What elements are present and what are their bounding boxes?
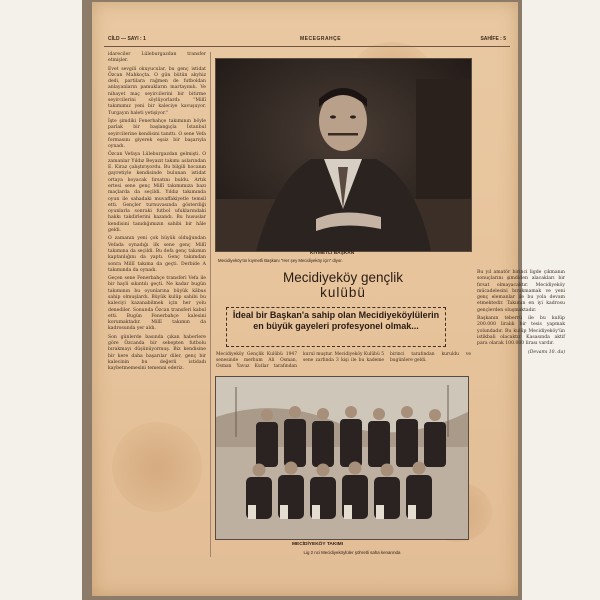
headline-line-2: kulübü [320,285,366,300]
left-paragraph: Evet sevgili okuyucular, bu genç istidat Özcan Mahkoçta. O gün bütün akyhiz dedi, partilara rağmen de futboldan anlayanların pamukların martayınılı. Ve nihayet maç seyircilerini bir bitirme seyircilerini söylüyorlardı: "Millî takımımız yeni bir kaleciye kavuşuyor. Turgayın haleti yetişiyor." [108,66,206,116]
left-paragraph: O zamanın yeni çok büyük olduğundan Vefada oynadığı ilk sene genç Millî takımına da seçildi. Bu defa genç takımın kaptanlığını da yaptı. Genç takımdan sonra Millî takıma da geçti. Derbide A takımında da oynadı. [108,236,206,273]
top-photo-caption-title: KIYMETLİ BAŞKAN [310,251,355,256]
middle-article-text: Mecidiyeköy Gençlik Kulübü 1947 senesinde merhum Ali Osman, Osman Yavuz Kutlar tarafından kurul muştur. Mecidiyeköy Kulübü 5 sene zarfında 3 kişi ile bu kademe birinci tarafından kuruldu ve bugünlere geldi. [216,352,471,369]
bottom-photo-caption-title: MECİDİYEKÖY TAKIMI [292,542,343,547]
headline-line-1: Mecidiyeköy gençlik [282,270,404,285]
header-volume: CİLD — SAYI : 1 [108,36,146,42]
left-paragraph: Özcan Vefaya Lüleburgazdan gelmişti. O zamanlar Yıldız Beyazıt takımı aslarından E. Kiraz çalıştırıyordu. Bu bilgili hocanın gayretiyle kendisinde bulunan istidat ortaya koyacak fırsatını buldu. Artık ertesi sene genç Millî takımımıza bazı maçlarda da seçildi. Yıldız takımında oyun ile sahadaki muvaffakiyetle temsil etti. Gençler turnuvasında gösterdiği oyunlarla sonraki futbol ufuklarındaki hakkı takdirlerini kazandı. Bu hususlar kendisini tanıdığımızın sahibi bir hâle geldi. [108,152,206,234]
header-page-number: SAHİFE : 5 [480,36,506,42]
header-rule [104,46,510,47]
left-paragraph: İşte şimdiki Fenerbahçe takımının böyle parlak bir başlangıçla İstanbul seyircilerine kendisini tanıttı. O sene Vefa formasını giyerek eşsiz bir başarıyla oynadı. [108,118,206,150]
top-photo-caption: Mecidiyeköy'ün kıymetli Başkanı "Her şey Mecidiyeköy için" diyor. [218,258,343,263]
right-paragraph: Bu yıl amatör birinci ligde çıkmanın sonuçlarını şimdiden alacakları bir fırsat olmayacaktır. Mecidiyeköy mücadelesini bırakmamak ve yeni genç elemanlar ile bu yola devam etmektedir. Takımın en iyi kadrosu gençlerden oluşmaktadır. [477,270,565,313]
highlight-box: İdeal bir Başkan'a sahip olan Mecidiyeköylülerin en büyük gayeleri profesyonel olmak... [226,307,446,347]
header-masthead: MECEGRAHÇE [300,36,342,42]
right-paragraph: Başkanın teberrü ile bu kulüp 200.000 liralık bir tesis yapmak yolundadır. Bu kulüp Mecidiyeköy'ün istikbali olacaktır. Kasasında aktif para olarak 100.000 lirası vardır. [477,316,565,347]
column-separator [210,52,211,557]
page-header [104,36,514,46]
newspaper-page [92,2,565,596]
left-paragraph: Geçen sene Fenerbahçe transferi Vefa ile bir hayli sıkıntılı geçti. Ne kadar bugün takımının bu oyunlarına büyük kâbus sahip olmuşlardı. Büyük kulüp sahibi bu kaleciyi kazanabilmek için her yolu denediler. Sonunda Özcan transferi kabul etti. Bugün Fenerbahçe kalesini korumaktadır. Millî takımın da kadrosunda yer aldı. [108,276,206,332]
left-paragraph: idareciler Lüleburgazdan transfer etmişler. [108,52,206,64]
bottom-photo-caption: Lig 2 nci Mecidiyeköylüler şöhretli saha kenarında [303,550,401,555]
president-portrait-photo [215,58,472,252]
left-article-column [108,52,206,572]
team-photo [215,376,469,540]
team-illustration [216,377,468,539]
article-headline [218,270,468,300]
right-article-column [477,270,565,356]
portrait-illustration [216,59,471,251]
left-paragraph: Son günlerde basında çıkan haberlere göre Özcanda bir sebepten futbolu bırakmayı düşünüyormuş. Biz kendisine bir kere daha başarılar diler, genç bir kalecinin bu değerli istidadı kaybetmemesini temenni ederiz. [108,334,206,372]
continuation-note: (Devamı 10. da) [527,349,565,355]
